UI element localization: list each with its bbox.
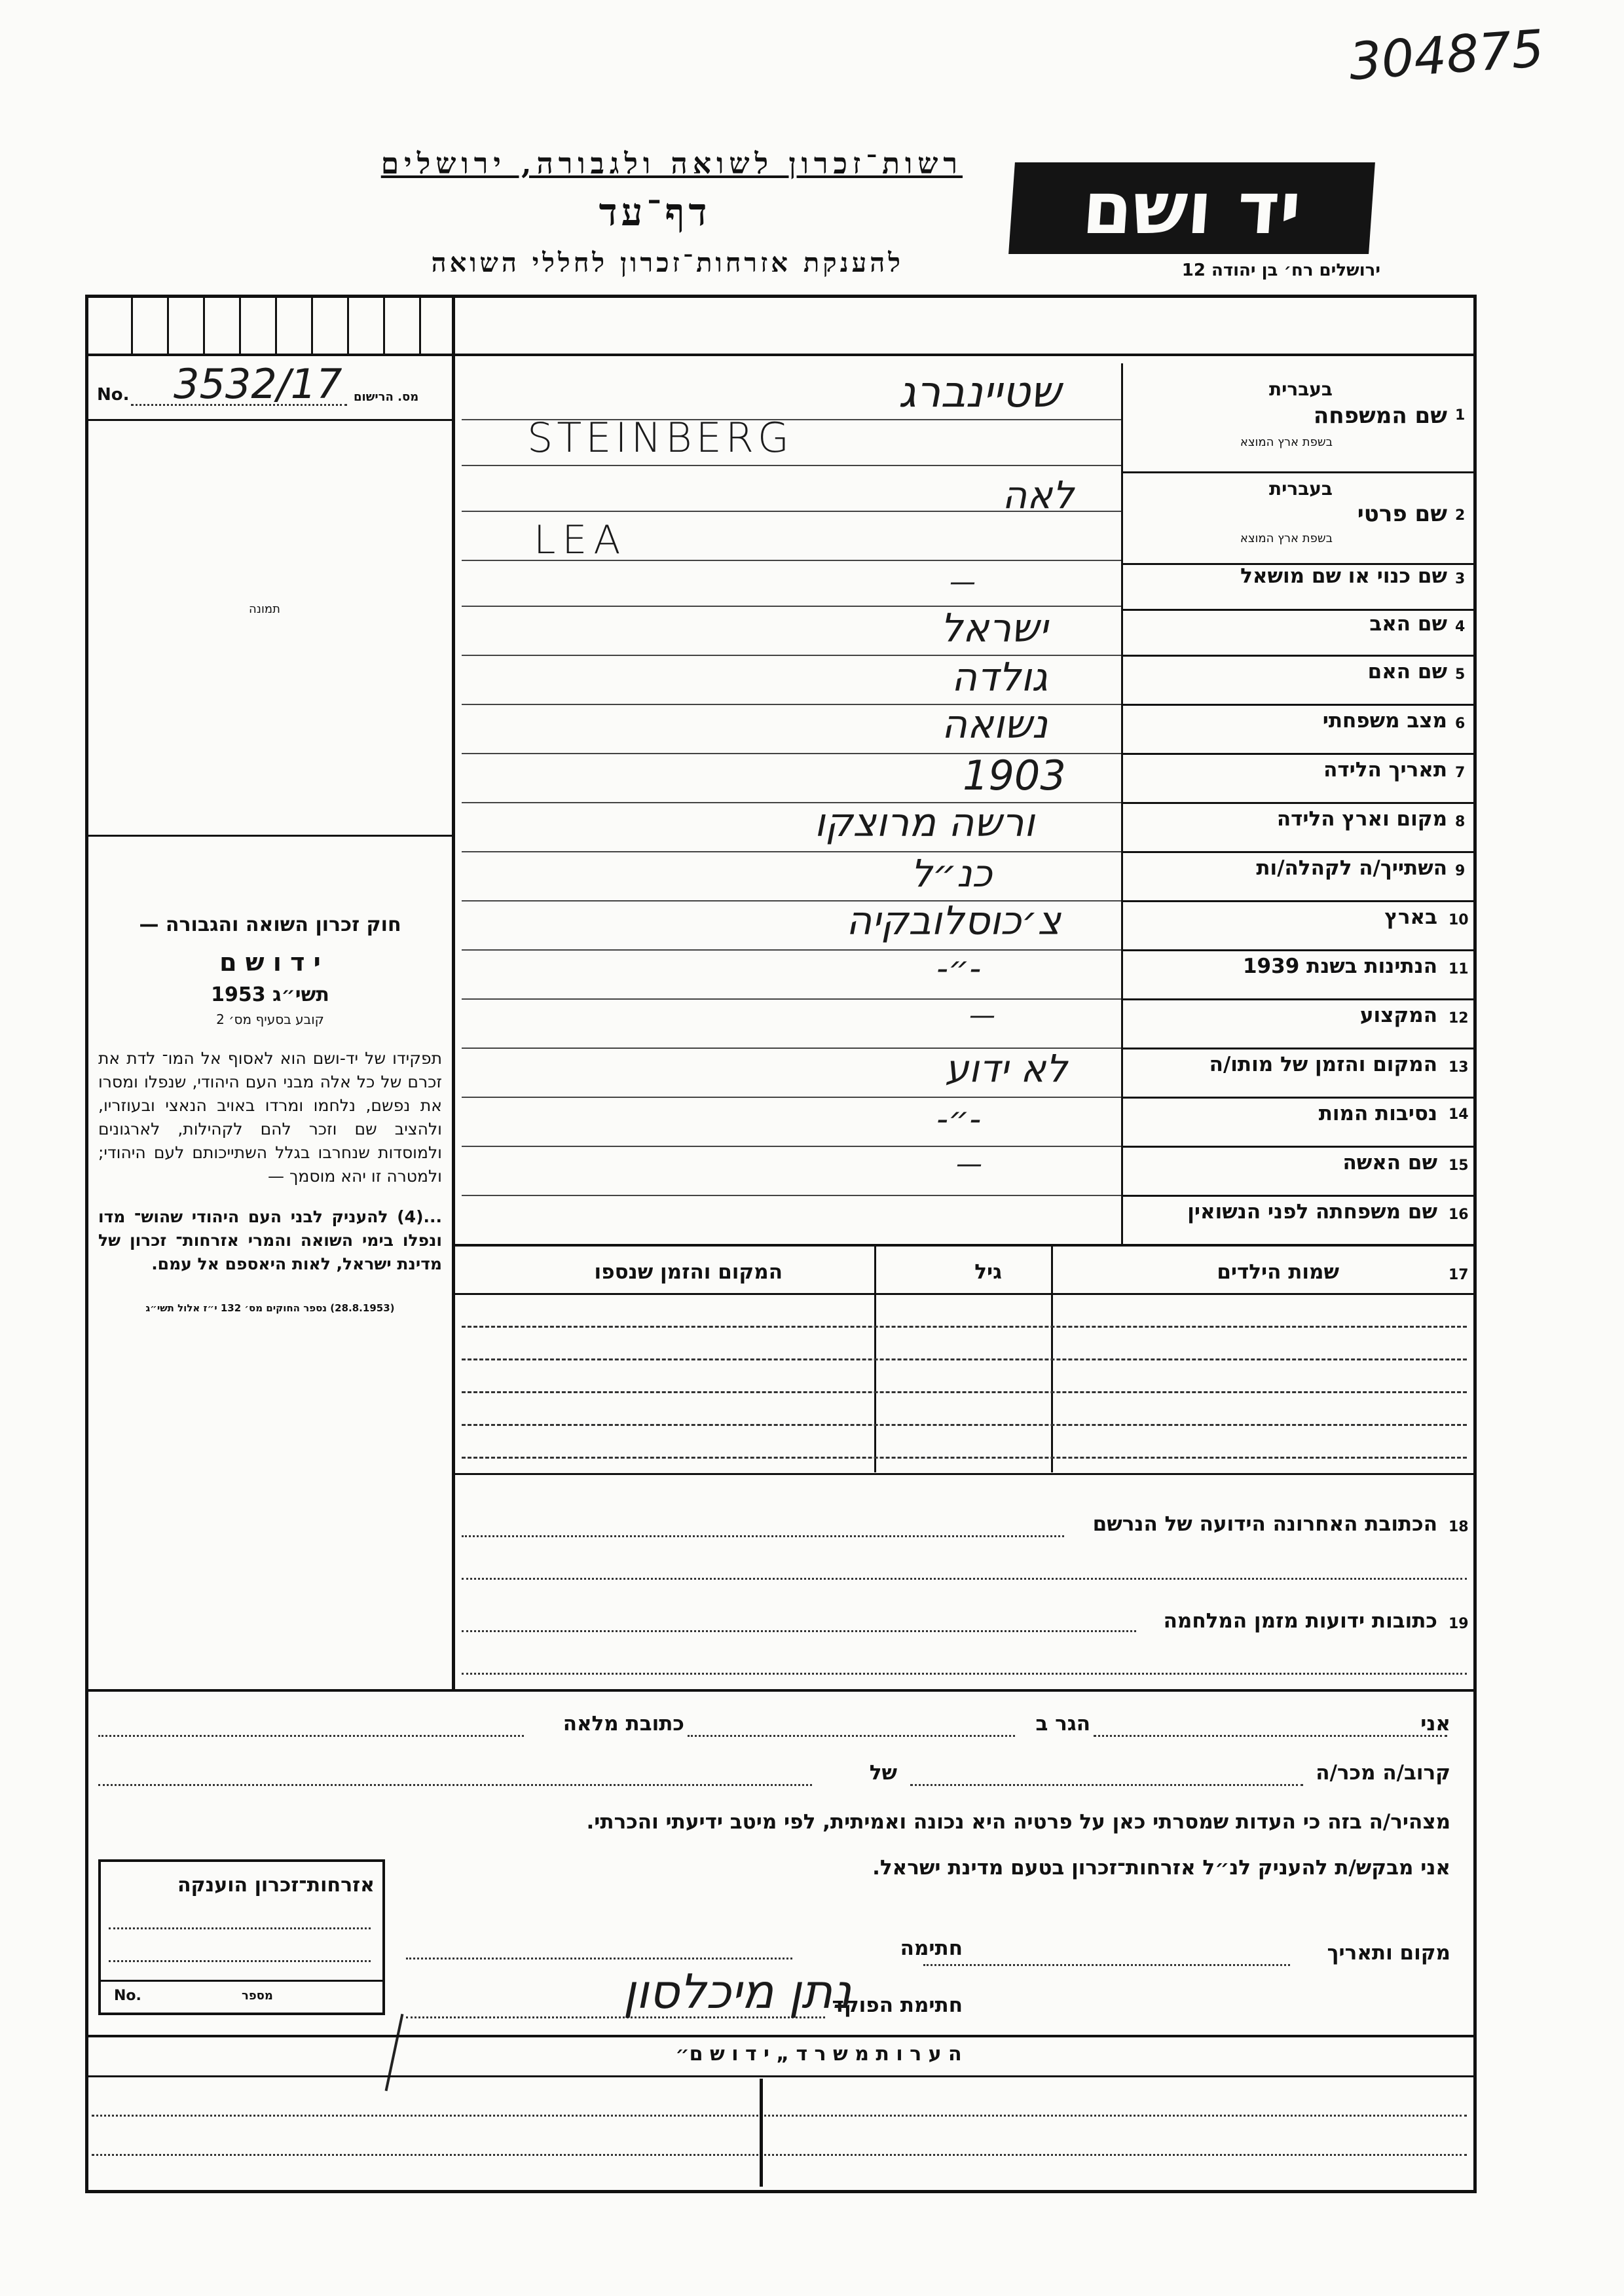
- citizenship-granted-box: [98, 1859, 385, 2015]
- children-col-age: גיל: [974, 1260, 1002, 1284]
- field-8-value: ורשה מרוצקו: [814, 800, 1035, 846]
- form-subtitle: להענקת אזרחות־זכרון לחללי השואה: [431, 247, 904, 278]
- logo-text: יד ושם: [1079, 166, 1304, 250]
- form-title: דף־עד: [599, 190, 711, 234]
- field-5-number: 5: [1455, 666, 1466, 683]
- field-2-value-hebrew: לאה: [1002, 473, 1074, 517]
- field-8-number: 8: [1455, 814, 1466, 830]
- field-1-label: שם המשפחה: [1313, 403, 1447, 429]
- field-14-value: -״-: [936, 1100, 982, 1138]
- field-14-label: נסיבות המות: [1318, 1102, 1437, 1125]
- declaration-of: של: [869, 1761, 897, 1785]
- declaration-full-address: כתובת מלאה: [563, 1712, 684, 1736]
- field-6-number: 6: [1455, 716, 1466, 732]
- field-7-value: 1903: [963, 752, 1066, 799]
- field-6-value: נשואה: [941, 702, 1048, 748]
- field-9-label: השתייך/ה לקהלה/ות: [1256, 856, 1447, 880]
- children-col-place: המקום והזמן שנספו: [594, 1260, 783, 1284]
- field-11-number: 11: [1449, 961, 1469, 977]
- law-year: תשי״ג 1953: [211, 983, 329, 1006]
- field-7-label: תאריך הלידה: [1323, 758, 1447, 782]
- citizenship-box-number-label: מספר: [242, 1989, 273, 2003]
- field-16-number: 16: [1449, 1207, 1469, 1223]
- field-4-value: ישראל: [940, 606, 1048, 651]
- citizenship-box-title: אזרחות־זכרון הוענקה: [177, 1874, 375, 1897]
- field-17-number: 17: [1449, 1267, 1469, 1283]
- field-15-number: 15: [1449, 1157, 1469, 1174]
- field-5-label: שם האם: [1367, 660, 1447, 683]
- declaration-relative: קרוב/ה מכר/ה: [1316, 1761, 1450, 1785]
- field-16-label: שם משפחתה לפני הנשואין: [1187, 1200, 1437, 1224]
- field-1-value-hebrew: שטיינברג: [898, 367, 1061, 417]
- field-19-label: כתובות ידועות מזמן המלחמה: [1163, 1609, 1437, 1633]
- registry-number: 3532/17: [174, 360, 342, 408]
- field-12-value: —: [969, 1000, 995, 1030]
- field-8-label: מקום וארץ הלידה: [1276, 807, 1447, 831]
- law-clause: קובע בסעיף מס׳ 2: [216, 1011, 324, 1027]
- field-18-number: 18: [1449, 1519, 1469, 1535]
- authority-title: רשות־זכרון לשואה ולגבורה, ירושלים: [380, 147, 963, 181]
- signature-label: חתימה: [900, 1937, 963, 1960]
- field-18-label: הכתובת האחרונה הידועה של הנרשם: [1092, 1512, 1437, 1536]
- field-4-label: שם האב: [1369, 612, 1447, 636]
- officer-signature: נתן מיכלסון: [623, 1964, 851, 2019]
- declaration-residing: הגר ב: [1035, 1712, 1090, 1736]
- field-1-sub-hebrew: בעברית: [1268, 378, 1333, 400]
- law-text-purpose: תפקידו של יד-ושם הוא לאסוף אל המו־ לדת את זכרם של כל אלה מבני העם היהודי, שנפלו ומסרו את נפשם, נלחמו ומרדו באויב הנאצי ובעוזריו, ולהציב שם וזכר להם לקהילות, לארגונים ולמוסדות שנחרבו בגלל השתייכותם לעם היהודי; ולמטרה זו יהא מוסמך —: [98, 1049, 442, 1186]
- field-6-label: מצב משפחתי: [1322, 709, 1447, 733]
- field-3-number: 3: [1455, 571, 1466, 587]
- officer-signature-label: חתימת הפוקד: [832, 1994, 963, 2017]
- registry-label: מס. הרישום: [354, 390, 419, 404]
- law-text-clause-4: ...(4) להעניק לבני העם היהודי שהוש־ מדו ונפלו בימי השואה והמרי אזרחות־ זכרון של מדינת ישראל, לאות היאספם אל עמם.: [98, 1207, 442, 1273]
- field-4-number: 4: [1455, 619, 1466, 635]
- field-7-number: 7: [1455, 765, 1466, 781]
- office-notes-title: ה ע ר ו ת מ ש ר ד „ י ד ו ש ם״: [675, 2043, 962, 2066]
- field-10-number: 10: [1449, 912, 1469, 928]
- field-2-sub-native: בשפת ארץ המוצא: [1240, 532, 1333, 545]
- field-9-number: 9: [1455, 863, 1466, 879]
- field-12-number: 12: [1449, 1010, 1469, 1027]
- children-col-names: שמות הילדים: [1217, 1260, 1339, 1284]
- place-date-label: מקום ותאריך: [1327, 1941, 1450, 1965]
- field-13-number: 13: [1449, 1059, 1469, 1076]
- field-2-number: 2: [1455, 507, 1466, 524]
- field-13-label: המקום והזמן של מותו/ה: [1209, 1053, 1437, 1076]
- field-11-value: -״-: [936, 949, 982, 987]
- declaration-i: אני: [1420, 1712, 1450, 1736]
- field-1-number: 1: [1455, 407, 1466, 424]
- field-2-label: שם פרטי: [1357, 501, 1447, 527]
- field-1-value-native: STEINBERG: [527, 414, 793, 462]
- field-10-value: צ׳כוסלובקיה: [846, 898, 1061, 944]
- field-1-sub-native: בשפת ארץ המוצא: [1240, 435, 1333, 449]
- law-name: י ד ו ש ם: [219, 948, 321, 977]
- field-15-label: שם האשה: [1342, 1151, 1437, 1175]
- field-3-label: שם כנוי או שם מושאל: [1240, 564, 1447, 588]
- field-2-sub-hebrew: בעברית: [1268, 478, 1333, 500]
- field-3-value: —: [950, 567, 976, 597]
- law-title: חוק זכרון השואה והגבורה —: [139, 913, 401, 936]
- declaration-statement: מצהיר/ה בזה כי העדות שמסרתי כאן על פרטיה היא נכונה ואמיתית, לפי מיטב ידיעתי והכרתי.: [586, 1810, 1450, 1834]
- field-12-label: המקצוע: [1359, 1004, 1437, 1027]
- field-13-value: לא ידוע: [945, 1046, 1067, 1091]
- field-19-number: 19: [1449, 1616, 1469, 1632]
- yad-vashem-logo: [1008, 162, 1375, 254]
- archive-number: 304875: [1347, 19, 1546, 92]
- citizenship-box-no: No.: [114, 1988, 141, 2004]
- field-10-label: בארץ: [1384, 905, 1437, 929]
- field-2-value-native: LEA: [534, 517, 627, 563]
- field-5-value: גולדה: [951, 655, 1048, 701]
- photo-label: תמונה: [249, 602, 280, 616]
- field-15-value: —: [956, 1149, 982, 1179]
- registry-no-prefix: No.: [97, 385, 130, 405]
- law-footnote: (28.8.1953) נספר החוקים מס׳ 132 י״ז אלול תשי״ג: [145, 1302, 395, 1314]
- declaration-request: אני מבקש/ת להעניק לנ״ל אזרחות־זכרון בטעם מדינת ישראל.: [872, 1856, 1450, 1880]
- field-14-number: 14: [1449, 1106, 1469, 1123]
- field-9-value: כנ״ל: [910, 851, 992, 896]
- field-11-label: הנתינות בשנת 1939: [1242, 955, 1437, 978]
- law-panel: [98, 913, 442, 1314]
- header-address: ירושלים רח׳ בן יהודה 12: [1181, 261, 1380, 280]
